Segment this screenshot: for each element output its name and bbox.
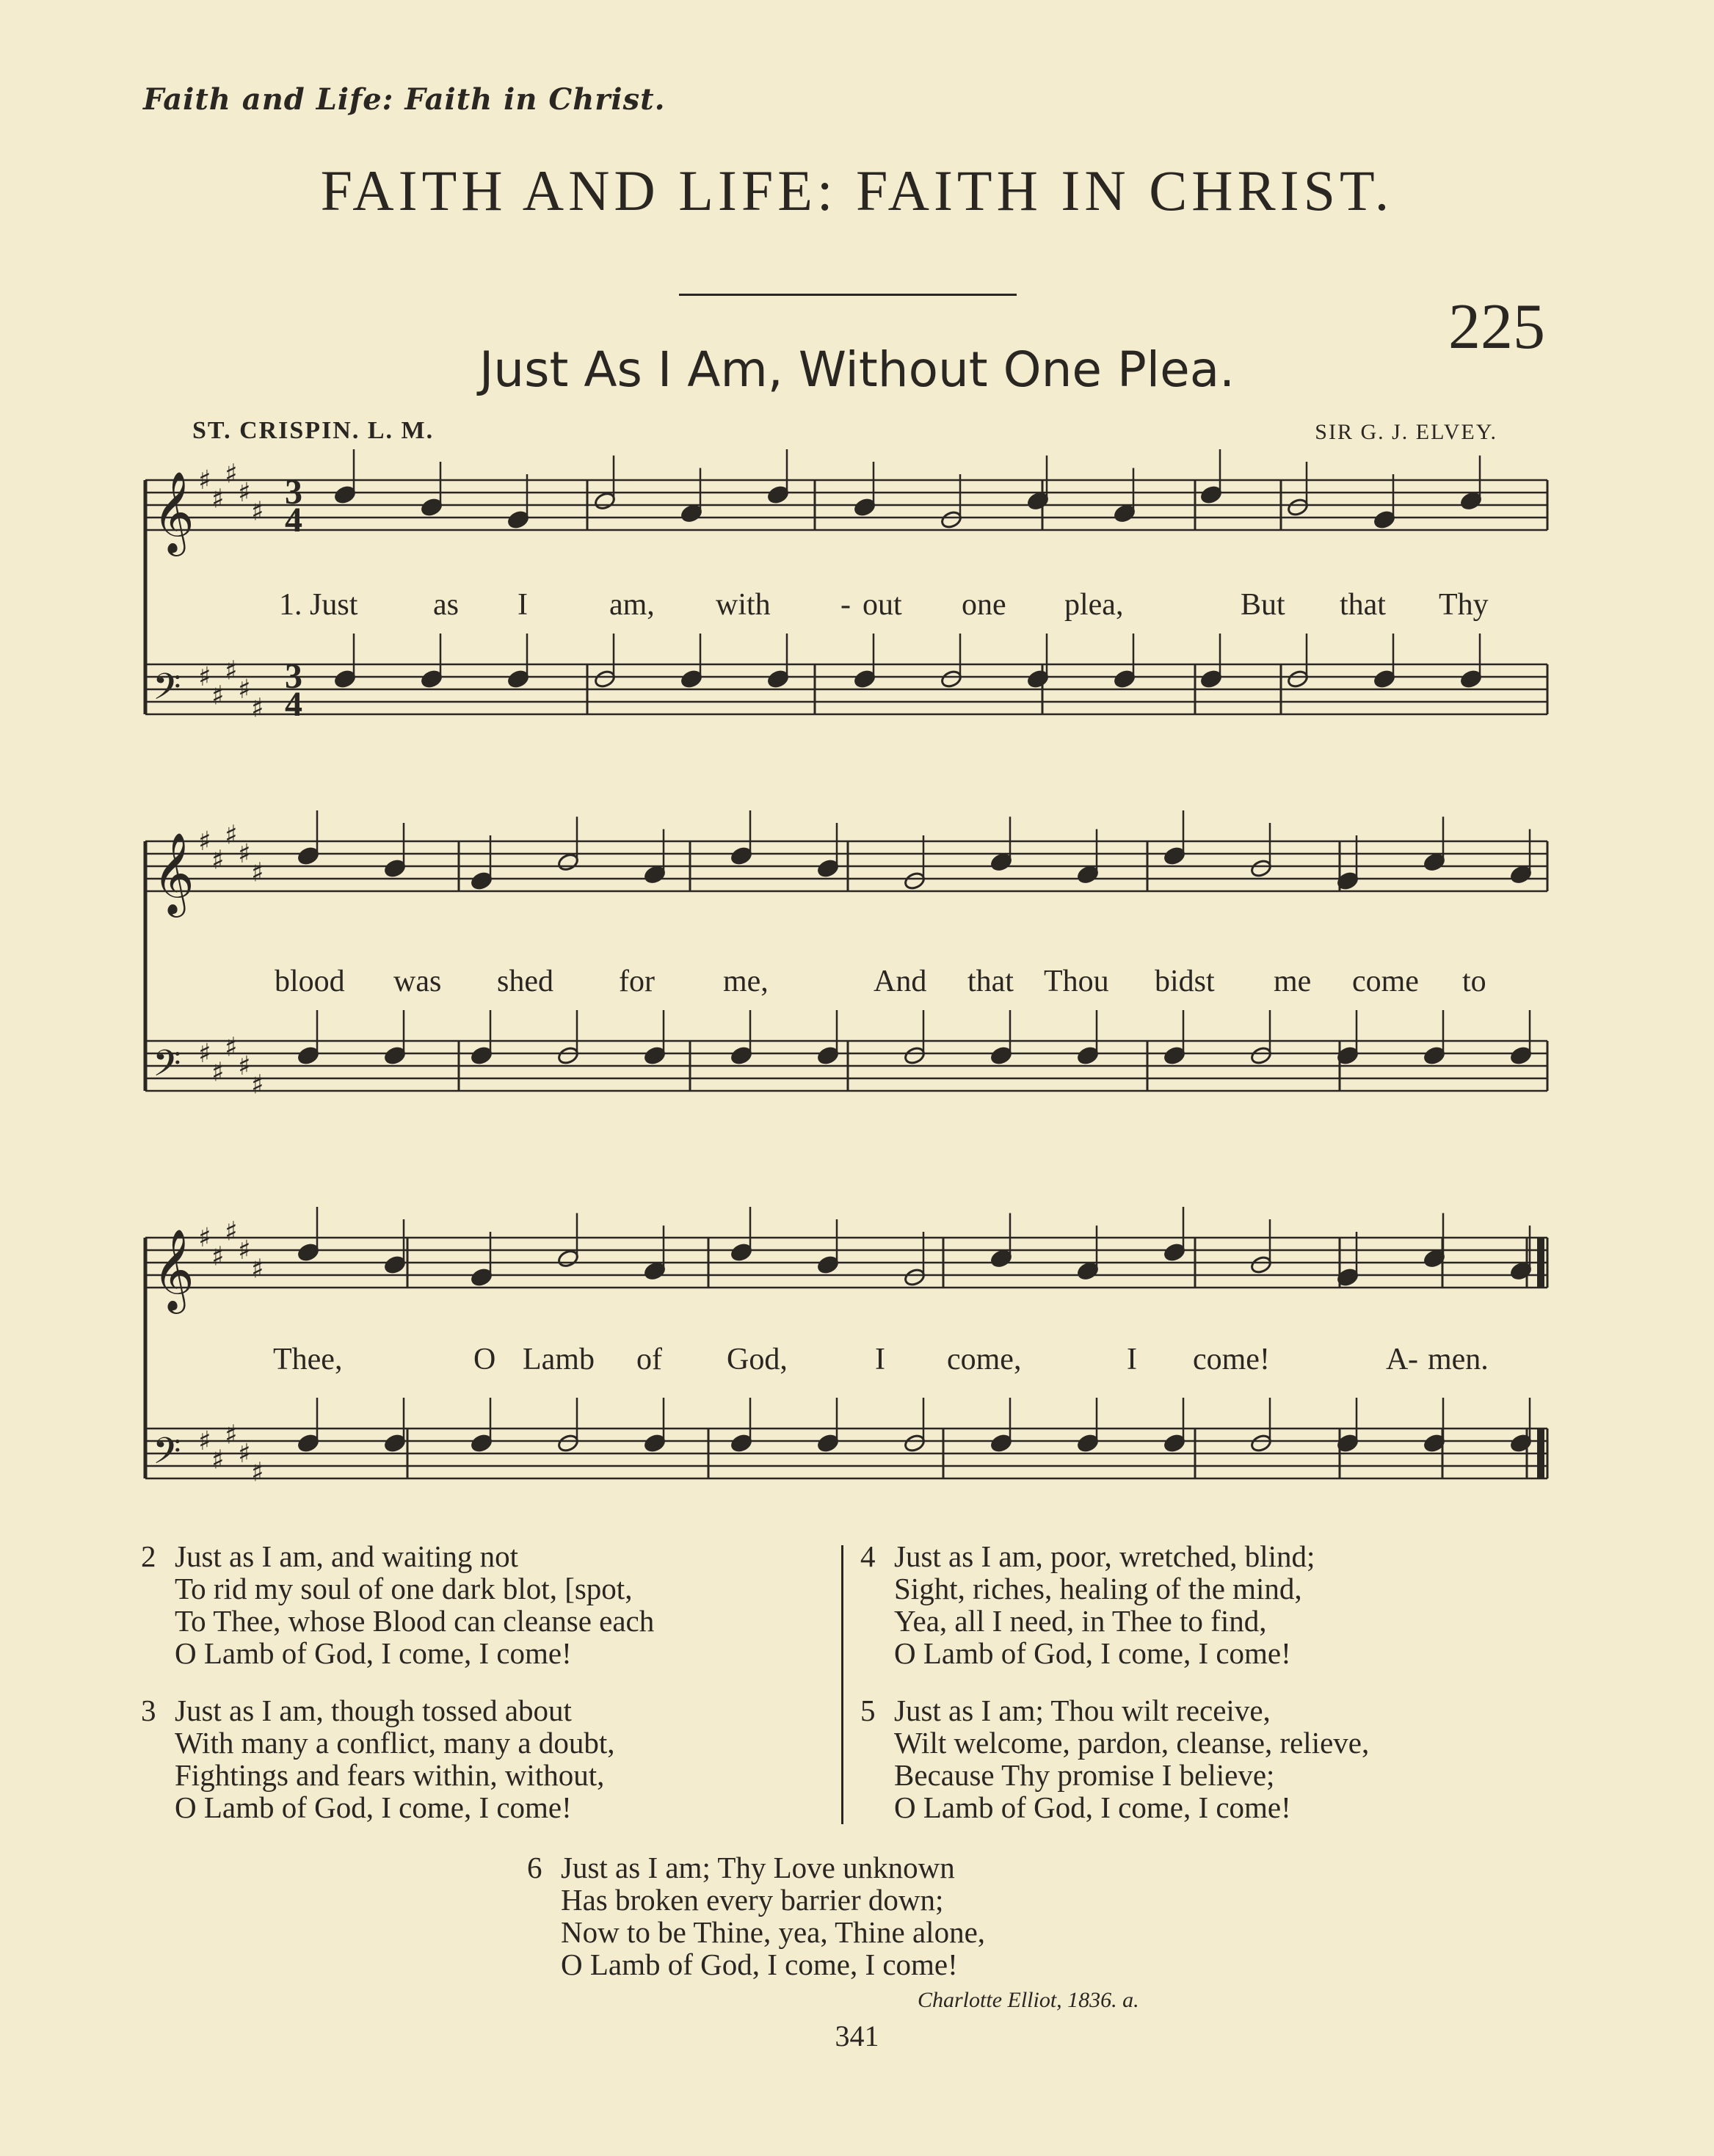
lyric-syllable: come, — [947, 1343, 1022, 1376]
sharp-sign: ♯ — [251, 693, 264, 724]
sharp-sign: ♯ — [225, 820, 238, 851]
verse-line: O Lamb of God, I come, I come! — [175, 1636, 572, 1670]
time-signature-top: 3 — [285, 473, 302, 512]
lyric-syllable: God, — [727, 1343, 788, 1376]
lyric-syllable: men. — [1428, 1343, 1489, 1376]
sharp-sign: ♯ — [211, 1057, 225, 1088]
lyric-syllable: bidst — [1155, 965, 1215, 998]
verse-line: O Lamb of God, I come, I come! — [175, 1790, 572, 1824]
sharp-sign: ♯ — [198, 1223, 211, 1253]
sharp-sign: ♯ — [211, 1241, 225, 1272]
lyric-syllable: Thou — [1044, 965, 1109, 998]
sharp-sign: ♯ — [198, 1039, 211, 1069]
lyric-syllable: Lamb — [523, 1343, 595, 1376]
verse-line: To Thee, whose Blood can cleanse each — [175, 1604, 655, 1638]
lyric-syllable: to — [1462, 965, 1486, 998]
verse-3 — [141, 1694, 615, 1823]
verse-line: Yea, all I need, in Thee to find, — [894, 1604, 1267, 1638]
lyric-syllable: plea, — [1064, 588, 1124, 622]
verse-line: Just as I am; Thou wilt receive, — [894, 1694, 1271, 1727]
sharp-sign: ♯ — [251, 857, 264, 888]
lyric-syllable: And — [874, 965, 927, 998]
lyric-syllable: - — [1408, 1343, 1418, 1376]
lyric-syllable: that — [967, 965, 1014, 998]
sharp-sign: ♯ — [225, 1216, 238, 1247]
staff-lines — [145, 480, 1547, 1478]
verse-6 — [527, 1851, 985, 1981]
verse-number: 2 — [141, 1539, 156, 1573]
verse-line: Just as I am, and waiting not — [175, 1539, 519, 1573]
lyric-syllable: blood — [275, 965, 345, 998]
verse-line: With many a conflict, many a doubt, — [175, 1726, 615, 1760]
verse-column-divider — [841, 1545, 843, 1824]
sharp-sign: ♯ — [211, 845, 225, 876]
composer: SIR G. J. ELVEY. — [1315, 420, 1497, 444]
sharp-sign: ♯ — [211, 484, 225, 515]
verse-number: 6 — [527, 1851, 542, 1884]
time-signature-bottom: 4 — [285, 501, 302, 540]
sharp-sign: ♯ — [238, 675, 251, 705]
lyric-syllable: A — [1386, 1343, 1409, 1376]
verse-line: O Lamb of God, I come, I come! — [561, 1948, 958, 1981]
lyric-syllable: with — [716, 588, 771, 622]
verse-line: Just as I am, though tossed about — [175, 1694, 572, 1727]
sharp-sign: ♯ — [225, 459, 238, 490]
tune-name: ST. CRISPIN. L. M. — [192, 417, 435, 444]
sharp-sign: ♯ — [251, 1457, 264, 1488]
lyric-syllable: out — [863, 588, 902, 622]
verse-line: O Lamb of God, I come, I come! — [894, 1636, 1291, 1670]
hymn-title: Just As I Am, Without One Plea. — [479, 341, 1235, 398]
verse-2 — [141, 1540, 654, 1669]
lyric-syllable: Thee, — [273, 1343, 343, 1376]
sharp-sign: ♯ — [251, 1070, 264, 1100]
lyric-syllable: of — [636, 1343, 662, 1376]
sharp-sign: ♯ — [198, 827, 211, 857]
final-bar-line — [1537, 1238, 1544, 1288]
sharp-sign: ♯ — [251, 496, 264, 527]
sharp-sign: ♯ — [238, 1235, 251, 1266]
lyric-syllable: me, — [723, 965, 769, 998]
page-number: 341 — [835, 2019, 879, 2052]
verse-overflow: [spot, — [564, 1572, 633, 1605]
lyric-syllable: O — [473, 1343, 496, 1376]
hymn-number: 225 — [1448, 291, 1545, 363]
verse-line: Now to be Thine, yea, Thine alone, — [561, 1915, 986, 1949]
verse-4 — [860, 1540, 1315, 1669]
lyric-syllable: come — [1352, 965, 1419, 998]
lyric-syllable: as — [433, 588, 459, 622]
section-title: FAITH AND LIFE: FAITH IN CHRIST. — [320, 159, 1394, 222]
verse-line: Because Thy promise I believe; — [894, 1758, 1275, 1792]
sharp-sign: ♯ — [238, 1439, 251, 1469]
lyric-syllable: Thy — [1439, 588, 1489, 622]
verse-line: Just as I am; Thy Love unknown — [561, 1851, 955, 1884]
sharp-sign: ♯ — [198, 662, 211, 692]
sharp-sign: ♯ — [211, 680, 225, 711]
treble-clef: 𝄞 — [153, 832, 195, 914]
verse-line: Just as I am, poor, wretched, blind; — [894, 1539, 1315, 1573]
time-signature-top: 3 — [285, 657, 302, 696]
lyric-syllable: I — [518, 588, 528, 622]
verse-line: O Lamb of God, I come, I come! — [894, 1790, 1291, 1824]
lyric-syllable: 1. Just — [279, 588, 358, 622]
sharp-sign: ♯ — [251, 1254, 264, 1285]
verse-line: Fightings and fears within, without, — [175, 1758, 605, 1792]
author-credit: Charlotte Elliot, 1836. a. — [918, 1988, 1139, 2012]
treble-clef: 𝄞 — [153, 1228, 195, 1310]
lyric-syllable: I — [1127, 1343, 1137, 1376]
running-head: Faith and Life: Faith in Christ. — [143, 82, 666, 117]
final-bar-line — [1537, 1429, 1544, 1478]
verse-line: Wilt welcome, pardon, cleanse, relieve, — [894, 1726, 1370, 1760]
time-signature-bottom: 4 — [285, 685, 302, 724]
sharp-sign: ♯ — [225, 1032, 238, 1063]
lyric-syllable: for — [619, 965, 655, 998]
verse-number: 4 — [860, 1539, 876, 1573]
sharp-sign: ♯ — [238, 839, 251, 869]
sharp-sign: ♯ — [225, 656, 238, 686]
lyric-syllable: was — [393, 965, 442, 998]
verse-number: 3 — [141, 1694, 156, 1727]
sharp-sign: ♯ — [211, 1445, 225, 1476]
lyric-syllable: one — [962, 588, 1006, 622]
sharp-sign: ♯ — [238, 478, 251, 508]
bass-clef: 𝄢 — [153, 1042, 181, 1094]
lyric-syllable: shed — [497, 965, 553, 998]
sharp-sign: ♯ — [198, 465, 211, 496]
verse-number: 5 — [860, 1694, 876, 1727]
lyric-syllable: am, — [609, 588, 655, 622]
lyric-syllable: But — [1241, 588, 1285, 622]
lyric-syllable: that — [1340, 588, 1386, 622]
lyric-syllable: come! — [1193, 1343, 1270, 1376]
verse-5 — [860, 1694, 1369, 1823]
bass-clef: 𝄢 — [153, 666, 181, 717]
lyric-syllable: - — [840, 588, 851, 622]
bass-clef: 𝄢 — [153, 1430, 181, 1481]
verse-line: Sight, riches, healing of the mind, — [894, 1572, 1302, 1605]
sharp-sign: ♯ — [238, 1051, 251, 1081]
treble-clef: 𝄞 — [153, 471, 195, 553]
verse-line: Has broken every barrier down; — [561, 1883, 944, 1917]
sharp-sign: ♯ — [198, 1426, 211, 1456]
lyric-syllable: I — [875, 1343, 885, 1376]
verse-line: To rid my soul of one dark blot, — [175, 1572, 557, 1605]
sharp-sign: ♯ — [225, 1420, 238, 1451]
lyric-syllable: me — [1274, 965, 1312, 998]
